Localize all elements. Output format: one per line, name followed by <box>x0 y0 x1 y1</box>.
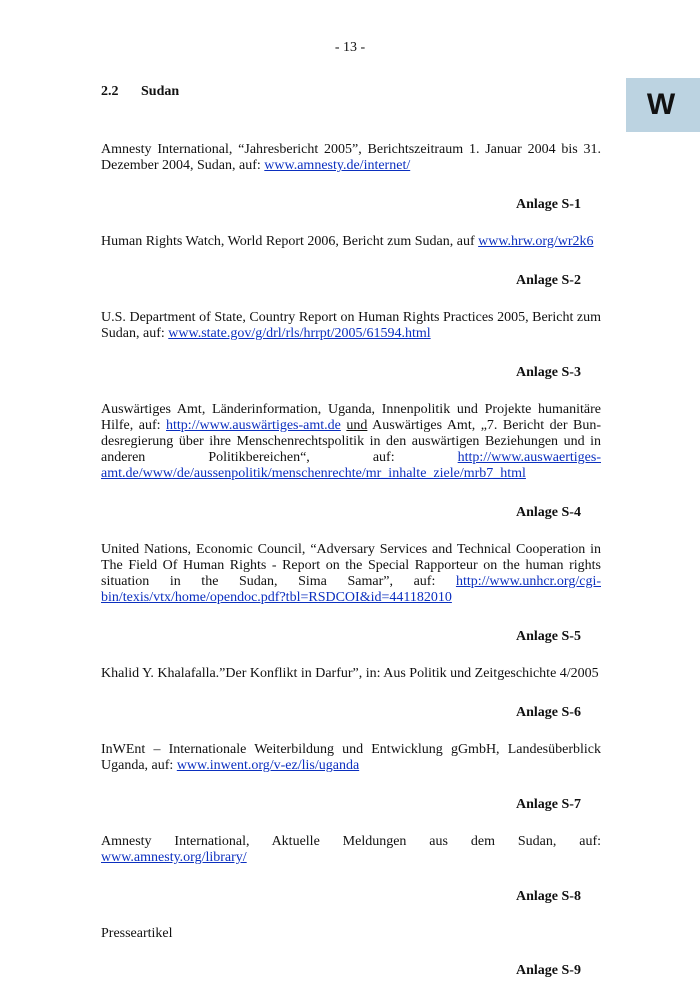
reference-entry-6 <box>101 666 601 682</box>
entry-text: Auswärtiges Amt, „7. Bericht der Bun-desregierung über ihre Menschenrechtspolitik in den auswärtigen Beziehungen und in anderen Politikbereichen“, auf: <box>101 418 601 465</box>
anlage-label-s7: Anlage S-7 <box>516 797 581 812</box>
entry-text: United Nations, Economic Council, “Adversary Services and Technical Cooperation in The Field Of Human Rights - Report on the Special Rapporteur on the human rights situation in the Sudan, Sima Samar”, auf: <box>101 542 601 589</box>
state-gov-link[interactable]: www.state.gov/g/drl/rls/hrrpt/2005/61594.html <box>168 326 431 341</box>
entry-text: Amnesty International, Aktuelle Meldungen aus dem Sudan, auf: <box>101 834 601 849</box>
entry-text: Khalid Y. Khalafalla.”Der Konflikt in Darfur”, in: Aus Politik und Zeitgeschichte 4/2005 <box>101 666 599 681</box>
anlage-label-s6: Anlage S-6 <box>516 705 581 720</box>
entry-text: Presseartikel <box>101 926 173 941</box>
entry-text: Amnesty International, “Jahresbericht 2005”, Berichtszeitraum 1. Januar 2004 bis 31. Dezember 2004, Sudan, auf: <box>101 142 601 173</box>
reference-entry-5 <box>101 542 601 606</box>
logo <box>626 78 700 132</box>
inwent-link[interactable]: www.inwent.org/v-ez/lis/uganda <box>176 758 360 773</box>
section-heading <box>101 84 179 100</box>
anlage-label-s3: Anlage S-3 <box>516 365 581 380</box>
reference-entry-1 <box>101 142 601 174</box>
amnesty-org-link[interactable]: www.amnesty.org/library/ <box>101 850 247 865</box>
entry-text: Human Rights Watch, World Report 2006, Bericht zum Sudan, auf <box>101 234 479 249</box>
reference-entry-9 <box>101 926 601 942</box>
reference-entry-7 <box>101 742 601 774</box>
logo-letter: W <box>646 88 674 121</box>
anlage-label-s8: Anlage S-8 <box>516 889 581 904</box>
entry-text: U.S. Department of State, Country Report on Human Rights Practices 2005, Bericht zum Sudan, auf: <box>101 310 601 341</box>
anlage-label-s2: Anlage S-2 <box>516 273 581 288</box>
hrw-link[interactable]: www.hrw.org/wr2k6 <box>478 234 594 249</box>
section-number: 2.2 <box>101 84 119 99</box>
reference-entry-8 <box>101 834 601 866</box>
entry-text: InWEnt – Internationale Weiterbildung und Entwicklung gGmbH, Landesüberblick Uganda, auf: <box>101 742 601 773</box>
page-number: - 13 - <box>334 40 366 55</box>
section-title: Sudan <box>141 84 180 99</box>
entry-text: Auswärtiges Amt, Länderinformation, Uganda, Innenpolitik und Projekte humanitäre Hilfe, auf: <box>101 402 601 433</box>
menschenrechte-link[interactable]: http://www.auswaertiges-amt.de/www/de/aussenpolitik/menschenrechte/mr_inhalte_ziele/mrb7_html <box>101 450 601 481</box>
reference-entry-2 <box>101 234 601 250</box>
anlage-label-s4: Anlage S-4 <box>516 505 581 520</box>
auswaertiges-amt-link[interactable]: http://www.auswärtiges-amt.de <box>166 418 341 433</box>
und-underlined: und <box>346 418 368 433</box>
reference-entry-4 <box>101 402 601 482</box>
reference-list <box>101 140 601 979</box>
reference-entry-3 <box>101 310 601 342</box>
anlage-label-s5: Anlage S-5 <box>516 629 581 644</box>
unhcr-link[interactable]: http://www.unhcr.org/cgi-bin/texis/vtx/home/opendoc.pdf?tbl=RSDCOI&id=441182010 <box>101 574 601 605</box>
amnesty-de-link[interactable]: www.amnesty.de/internet/ <box>264 158 411 173</box>
anlage-label-s1: Anlage S-1 <box>516 197 581 212</box>
anlage-label-s9: Anlage S-9 <box>516 963 581 978</box>
